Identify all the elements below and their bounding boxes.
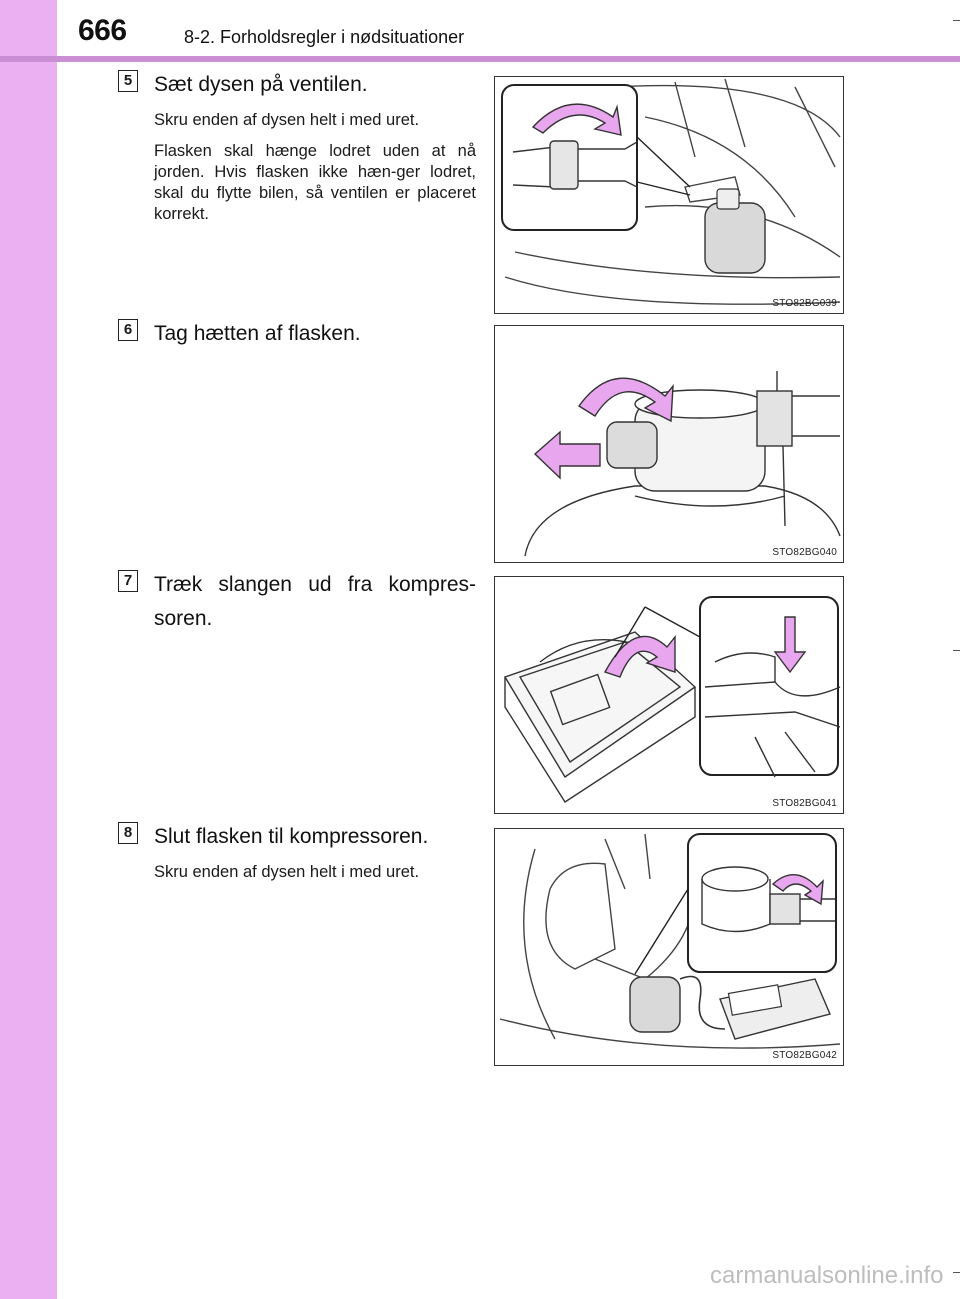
step-body [154, 110, 476, 235]
side-color-strip [0, 0, 57, 1299]
step-title [154, 568, 476, 636]
illustration-bottle-compressor [494, 828, 844, 1066]
bottle-compressor-drawing [495, 829, 844, 1066]
step-number-badge: 6 [118, 319, 138, 341]
step-title: Tag hætten af flasken. [154, 322, 361, 345]
illustration-compressor-hose [494, 576, 844, 814]
step-title: Slut flasken til kompressoren. [154, 825, 429, 848]
step-number-badge: 8 [118, 822, 138, 844]
header-rule [0, 56, 960, 62]
page-number: 666 [78, 14, 127, 47]
crop-mark [953, 1272, 960, 1273]
step-paragraph: Flasken skal hænge lodret uden at nå jorden. Hvis flasken ikke hæn-ger lodret, skal du flytte bilen, så ventilen er placeret korrekt. [154, 142, 476, 223]
crop-mark [953, 650, 960, 651]
valve-nozzle-drawing [495, 77, 844, 314]
figure-code: STO82BG042 [772, 1050, 837, 1061]
section-title: 8-2. Forholdsregler i nødsituationer [184, 27, 465, 47]
compressor-hose-drawing [495, 577, 844, 814]
figure-code: STO82BG039 [772, 298, 837, 309]
bottle-cap-drawing [495, 326, 844, 563]
watermark-text: carmanualsonline.info [710, 1262, 944, 1289]
step-title-line: soren. [154, 607, 213, 630]
step-title-line: Træk slangen ud fra kompres- [154, 573, 476, 596]
step-title: Sæt dysen på ventilen. [154, 73, 368, 96]
illustration-valve-nozzle [494, 76, 844, 314]
step-paragraph: Skru enden af dysen helt i med uret. [154, 111, 420, 129]
figure-code: STO82BG040 [772, 547, 837, 558]
crop-mark [953, 20, 960, 21]
step-number-badge: 5 [118, 70, 138, 92]
step-paragraph: Skru enden af dysen helt i med uret. [154, 863, 420, 881]
step-number-badge: 7 [118, 570, 138, 592]
illustration-bottle-cap [494, 325, 844, 563]
figure-code: STO82BG041 [772, 798, 837, 809]
step-body [154, 862, 476, 893]
